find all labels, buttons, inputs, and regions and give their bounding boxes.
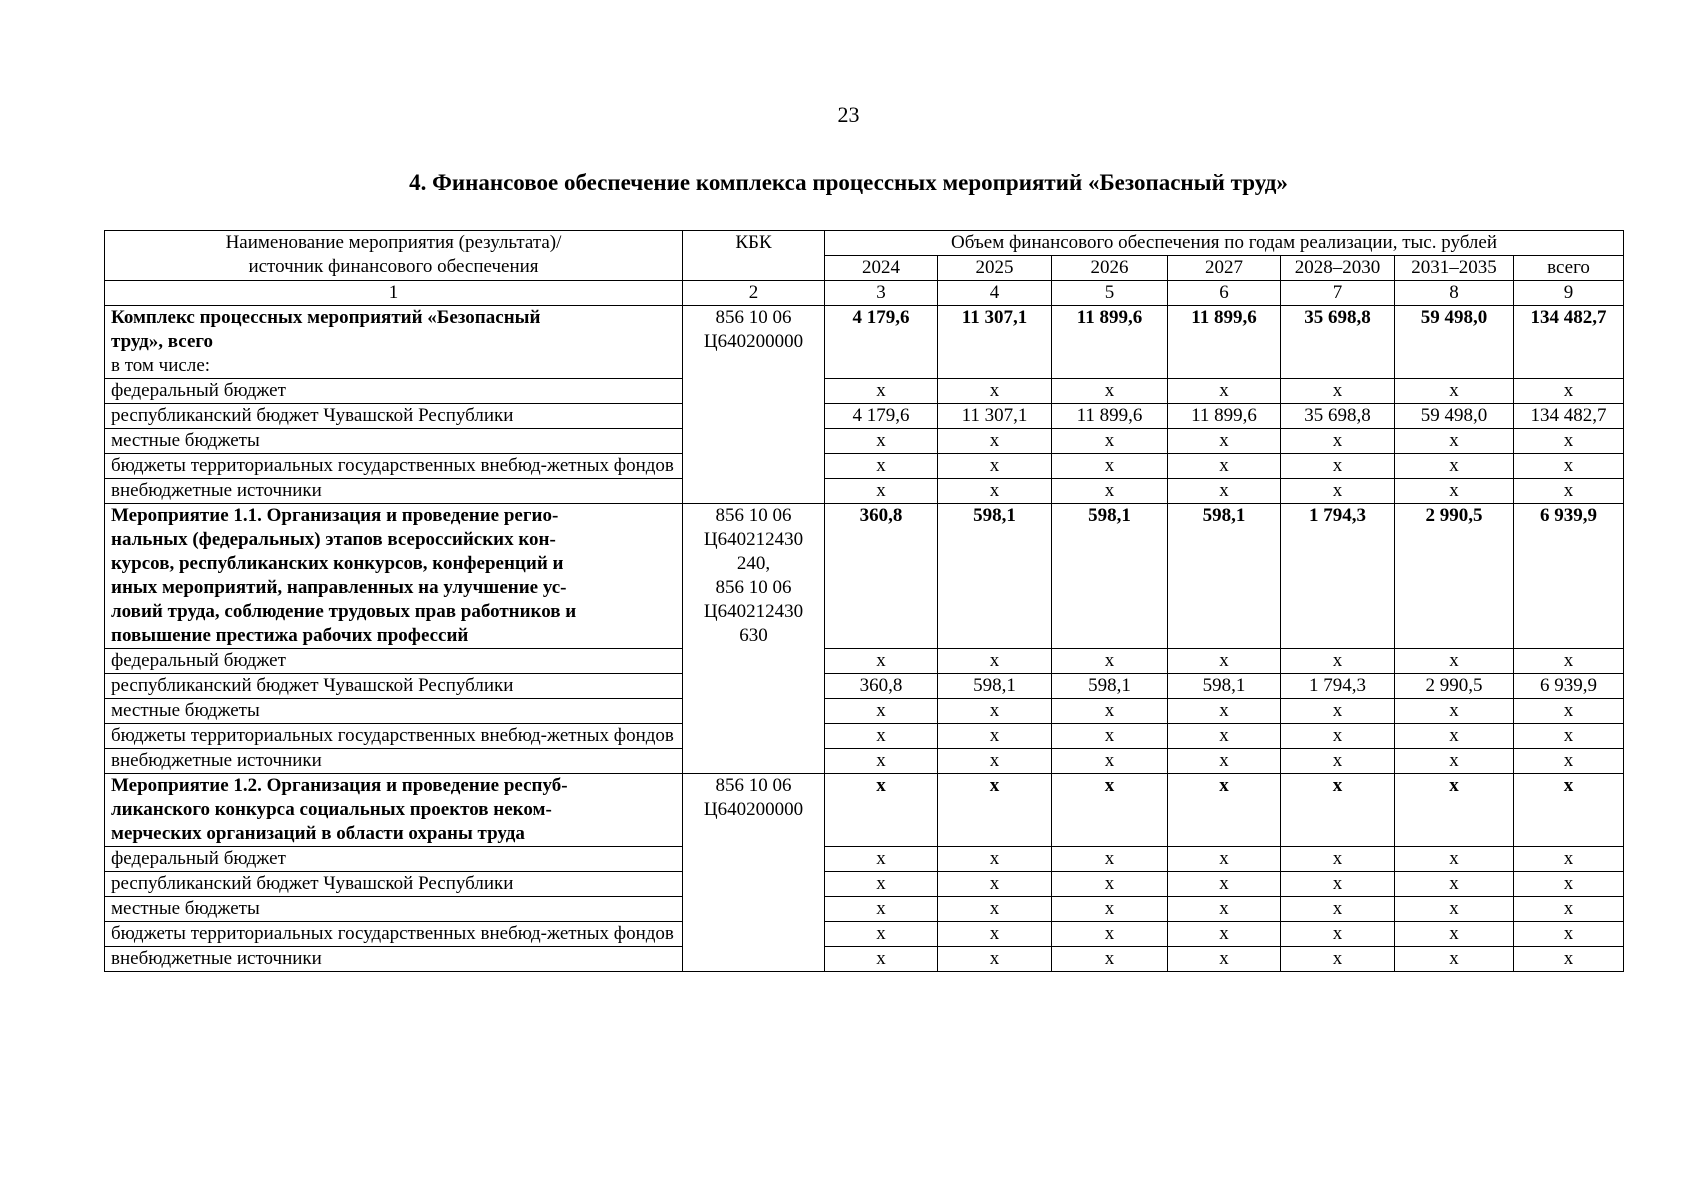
source-label: бюджеты территориальных государственных внебюд-жетных фондов xyxy=(105,454,683,479)
table-row xyxy=(105,454,1624,479)
total-value: x xyxy=(938,774,1052,847)
source-label: федеральный бюджет xyxy=(105,649,683,674)
kbk-line: 240, xyxy=(736,553,771,574)
header-year: 2027 xyxy=(1168,256,1281,281)
value-cell: x xyxy=(1281,847,1395,872)
header-row xyxy=(105,231,1624,256)
table-row xyxy=(105,897,1624,922)
source-label: бюджеты территориальных государственных внебюд-жетных фондов xyxy=(105,922,683,947)
value-cell: x xyxy=(825,379,938,404)
value-cell: x xyxy=(1168,724,1281,749)
value-cell: x xyxy=(1514,847,1624,872)
value-cell: x xyxy=(1514,947,1624,972)
kbk-line: Ц640200000 xyxy=(703,331,804,352)
value-cell: x xyxy=(1514,699,1624,724)
group-title-line: Комплекс процессных мероприятий «Безопасный xyxy=(111,307,541,328)
value-cell: x xyxy=(1395,947,1514,972)
value-cell: 11 899,6 xyxy=(1052,404,1168,429)
value-cell: x xyxy=(825,947,938,972)
group-title xyxy=(105,504,683,649)
table-row xyxy=(105,429,1624,454)
value-cell: 598,1 xyxy=(938,674,1052,699)
value-cell: x xyxy=(1052,649,1168,674)
table-row xyxy=(105,674,1624,699)
page-number: 23 xyxy=(837,102,860,127)
kbk-line: 630 xyxy=(739,625,768,646)
group-title-row xyxy=(105,774,1624,847)
column-number: 8 xyxy=(1395,281,1514,306)
page-title: 4. Финансовое обеспечение комплекса процессных мероприятий «Безопасный труд» xyxy=(409,170,1288,195)
value-cell: x xyxy=(1052,947,1168,972)
value-cell: x xyxy=(1514,897,1624,922)
value-cell: x xyxy=(1052,847,1168,872)
value-cell: x xyxy=(1168,897,1281,922)
value-cell: 598,1 xyxy=(1168,674,1281,699)
value-cell: x xyxy=(938,649,1052,674)
value-cell: 598,1 xyxy=(1052,674,1168,699)
value-cell: x xyxy=(825,724,938,749)
table-row xyxy=(105,749,1624,774)
table-row xyxy=(105,947,1624,972)
kbk-line: Ц640200000 xyxy=(703,799,804,820)
table-row xyxy=(105,404,1624,429)
table-row xyxy=(105,379,1624,404)
total-value: 6 939,9 xyxy=(1514,504,1624,649)
group-title-line: иных мероприятий, направленных на улучшение ус- xyxy=(111,577,567,598)
value-cell: 2 990,5 xyxy=(1395,674,1514,699)
kbk-line: Ц640212430 xyxy=(703,601,804,622)
value-cell: x xyxy=(825,897,938,922)
column-number: 6 xyxy=(1168,281,1281,306)
kbk-line: 856 10 06 xyxy=(715,307,792,328)
value-cell: x xyxy=(938,479,1052,504)
group-title-line: ликанского конкурса социальных проектов неком- xyxy=(111,799,552,820)
value-cell: 6 939,9 xyxy=(1514,674,1624,699)
value-cell: x xyxy=(1052,379,1168,404)
column-number: 3 xyxy=(825,281,938,306)
value-cell: x xyxy=(1514,724,1624,749)
header-volume-col: Объем финансового обеспечения по годам реализации, тыс. рублей xyxy=(825,231,1624,256)
value-cell: x xyxy=(1052,454,1168,479)
value-cell: x xyxy=(1281,947,1395,972)
value-cell: x xyxy=(1168,429,1281,454)
kbk-line: 856 10 06 xyxy=(715,577,792,598)
header-year: 2031–2035 xyxy=(1395,256,1514,281)
value-cell: x xyxy=(1281,649,1395,674)
source-label: внебюджетные источники xyxy=(105,947,683,972)
group-title-line: повышение престижа рабочих профессий xyxy=(111,625,469,646)
value-cell: x xyxy=(825,847,938,872)
value-cell: x xyxy=(938,922,1052,947)
column-number: 7 xyxy=(1281,281,1395,306)
column-number: 2 xyxy=(683,281,825,306)
value-cell: x xyxy=(1052,922,1168,947)
kbk-cell xyxy=(683,774,825,972)
value-cell: 11 307,1 xyxy=(938,404,1052,429)
group-title xyxy=(105,774,683,847)
value-cell: x xyxy=(1395,897,1514,922)
value-cell: x xyxy=(1052,699,1168,724)
value-cell: x xyxy=(1514,454,1624,479)
group-title-line: Мероприятие 1.1. Организация и проведение регио- xyxy=(111,505,559,526)
total-value: 11 899,6 xyxy=(1168,306,1281,379)
source-label: республиканский бюджет Чувашской Республики xyxy=(105,404,683,429)
value-cell: x xyxy=(938,947,1052,972)
value-cell: x xyxy=(825,749,938,774)
group-title xyxy=(105,306,683,379)
kbk-line: 856 10 06 xyxy=(715,505,792,526)
value-cell: x xyxy=(825,454,938,479)
column-numbers-row xyxy=(105,281,1624,306)
value-cell: x xyxy=(1395,479,1514,504)
value-cell: x xyxy=(1395,872,1514,897)
column-number: 4 xyxy=(938,281,1052,306)
value-cell: 4 179,6 xyxy=(825,404,938,429)
value-cell: x xyxy=(1514,379,1624,404)
total-value: 35 698,8 xyxy=(1281,306,1395,379)
source-label: внебюджетные источники xyxy=(105,749,683,774)
column-number: 1 xyxy=(105,281,683,306)
source-label: республиканский бюджет Чувашской Республики xyxy=(105,872,683,897)
value-cell: x xyxy=(1168,872,1281,897)
value-cell: x xyxy=(1514,749,1624,774)
total-value: 598,1 xyxy=(938,504,1052,649)
value-cell: x xyxy=(1281,429,1395,454)
total-value: 11 307,1 xyxy=(938,306,1052,379)
value-cell: x xyxy=(938,454,1052,479)
value-cell: x xyxy=(1281,379,1395,404)
value-cell: x xyxy=(938,724,1052,749)
source-label: федеральный бюджет xyxy=(105,379,683,404)
value-cell: x xyxy=(1281,897,1395,922)
value-cell: x xyxy=(1052,479,1168,504)
value-cell: x xyxy=(938,699,1052,724)
group-subtitle: в том числе: xyxy=(111,355,211,376)
header-name-col: Наименование мероприятия (результата)/ источник финансового обеспечения xyxy=(105,231,683,281)
total-value: 598,1 xyxy=(1052,504,1168,649)
header-year: 2024 xyxy=(825,256,938,281)
total-value: x xyxy=(1168,774,1281,847)
value-cell: x xyxy=(1395,379,1514,404)
value-cell: x xyxy=(1052,897,1168,922)
value-cell: x xyxy=(1395,649,1514,674)
total-value: 59 498,0 xyxy=(1395,306,1514,379)
value-cell: x xyxy=(1514,479,1624,504)
financing-table xyxy=(104,230,1624,972)
value-cell: x xyxy=(1052,749,1168,774)
source-label: местные бюджеты xyxy=(105,699,683,724)
value-cell: x xyxy=(938,897,1052,922)
source-label: республиканский бюджет Чувашской Республики xyxy=(105,674,683,699)
value-cell: x xyxy=(1395,749,1514,774)
value-cell: x xyxy=(1395,847,1514,872)
value-cell: x xyxy=(938,429,1052,454)
value-cell: x xyxy=(938,872,1052,897)
value-cell: x xyxy=(1281,724,1395,749)
total-value: 134 482,7 xyxy=(1514,306,1624,379)
value-cell: x xyxy=(1052,429,1168,454)
table-row xyxy=(105,872,1624,897)
group-title-line: Мероприятие 1.2. Организация и проведение респуб- xyxy=(111,775,568,796)
total-value: x xyxy=(1514,774,1624,847)
table-row xyxy=(105,847,1624,872)
value-cell: 59 498,0 xyxy=(1395,404,1514,429)
value-cell: x xyxy=(1052,724,1168,749)
source-label: бюджеты территориальных государственных внебюд-жетных фондов xyxy=(105,724,683,749)
value-cell: x xyxy=(825,699,938,724)
value-cell: x xyxy=(1168,847,1281,872)
source-label: местные бюджеты xyxy=(105,429,683,454)
header-year: 2028–2030 xyxy=(1281,256,1395,281)
value-cell: x xyxy=(1168,699,1281,724)
value-cell: x xyxy=(1395,922,1514,947)
value-cell: x xyxy=(1514,872,1624,897)
value-cell: x xyxy=(825,649,938,674)
value-cell: x xyxy=(938,749,1052,774)
value-cell: x xyxy=(825,479,938,504)
value-cell: x xyxy=(1168,922,1281,947)
value-cell: 134 482,7 xyxy=(1514,404,1624,429)
group-title-line: труд», всего xyxy=(111,331,214,352)
total-value: x xyxy=(825,774,938,847)
value-cell: 360,8 xyxy=(825,674,938,699)
total-value: 4 179,6 xyxy=(825,306,938,379)
kbk-line: 856 10 06 xyxy=(715,775,792,796)
total-value: 2 990,5 xyxy=(1395,504,1514,649)
total-value: x xyxy=(1281,774,1395,847)
value-cell: x xyxy=(1168,379,1281,404)
value-cell: x xyxy=(825,872,938,897)
value-cell: x xyxy=(1168,649,1281,674)
total-value: 360,8 xyxy=(825,504,938,649)
value-cell: 35 698,8 xyxy=(1281,404,1395,429)
group-title-line: курсов, республиканских конкурсов, конференций и xyxy=(111,553,564,574)
table-row xyxy=(105,649,1624,674)
total-value: x xyxy=(1052,774,1168,847)
value-cell: x xyxy=(1281,749,1395,774)
source-label: внебюджетные источники xyxy=(105,479,683,504)
value-cell: x xyxy=(1395,454,1514,479)
value-cell: x xyxy=(1281,699,1395,724)
value-cell: x xyxy=(1281,454,1395,479)
value-cell: x xyxy=(1395,724,1514,749)
column-number: 5 xyxy=(1052,281,1168,306)
source-label: местные бюджеты xyxy=(105,897,683,922)
value-cell: x xyxy=(1514,922,1624,947)
value-cell: x xyxy=(1281,479,1395,504)
value-cell: x xyxy=(1168,947,1281,972)
value-cell: 11 899,6 xyxy=(1168,404,1281,429)
group-title-line: нальных (федеральных) этапов всероссийских кон- xyxy=(111,529,556,550)
kbk-cell xyxy=(683,306,825,504)
value-cell: x xyxy=(1168,479,1281,504)
value-cell: x xyxy=(1281,922,1395,947)
value-cell: x xyxy=(938,847,1052,872)
value-cell: 1 794,3 xyxy=(1281,674,1395,699)
source-label: федеральный бюджет xyxy=(105,847,683,872)
column-number: 9 xyxy=(1514,281,1624,306)
value-cell: x xyxy=(1052,872,1168,897)
kbk-line: Ц640212430 xyxy=(703,529,804,550)
kbk-cell xyxy=(683,504,825,774)
total-value: 1 794,3 xyxy=(1281,504,1395,649)
header-year: 2025 xyxy=(938,256,1052,281)
total-value: x xyxy=(1395,774,1514,847)
table-row xyxy=(105,724,1624,749)
group-title-line: ловий труда, соблюдение трудовых прав работников и xyxy=(111,601,577,622)
table-row xyxy=(105,922,1624,947)
table-row xyxy=(105,699,1624,724)
group-title-row xyxy=(105,504,1624,649)
value-cell: x xyxy=(1395,699,1514,724)
value-cell: x xyxy=(1514,429,1624,454)
value-cell: x xyxy=(825,429,938,454)
value-cell: x xyxy=(1281,872,1395,897)
total-value: 11 899,6 xyxy=(1052,306,1168,379)
value-cell: x xyxy=(1168,749,1281,774)
value-cell: x xyxy=(938,379,1052,404)
value-cell: x xyxy=(1514,649,1624,674)
header-year: всего xyxy=(1514,256,1624,281)
value-cell: x xyxy=(1168,454,1281,479)
header-year: 2026 xyxy=(1052,256,1168,281)
group-title-row xyxy=(105,306,1624,379)
value-cell: x xyxy=(825,922,938,947)
header-kbk-col: КБК xyxy=(683,231,825,281)
total-value: 598,1 xyxy=(1168,504,1281,649)
value-cell: x xyxy=(1395,429,1514,454)
table-row xyxy=(105,479,1624,504)
group-title-line: мерческих организаций в области охраны труда xyxy=(111,823,525,844)
